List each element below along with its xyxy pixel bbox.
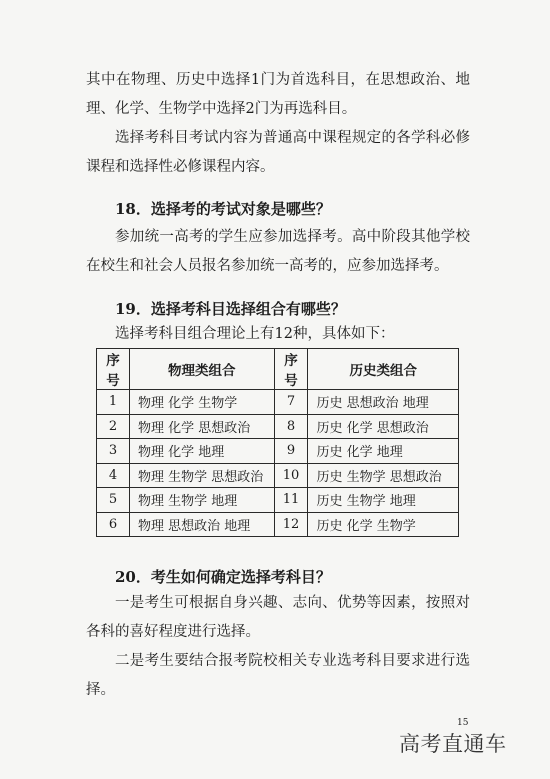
- subject-combination-table: [96, 348, 459, 537]
- table-cell: 历史 生物学 地理: [308, 488, 459, 513]
- table-cell: 3: [97, 439, 130, 464]
- table-cell: 历史 化学 生物学: [308, 512, 459, 537]
- question-18-heading: 18．选择考的考试对象是哪些？: [115, 200, 331, 218]
- paragraph-exam-eligibility: 参加统一高考的学生应参加选择考。高中阶段其他学校在校生和社会人员报名参加统一高考的，应参加选择考。: [86, 229, 470, 274]
- table-row: [97, 390, 459, 415]
- table-cell: 10: [274, 463, 308, 488]
- table-cell: 2: [97, 414, 130, 439]
- table-row: [97, 463, 459, 488]
- table-cell: 5: [97, 488, 130, 513]
- table-cell: 4: [97, 463, 130, 488]
- table-cell: 物理 生物学 地理: [129, 488, 274, 513]
- table-row: [97, 439, 459, 464]
- table-cell: 1: [97, 390, 130, 415]
- header-index-history: 序号: [274, 349, 308, 390]
- table-cell: 8: [274, 414, 308, 439]
- question-20-heading: 20．考生如何确定选择考科目？: [115, 568, 331, 586]
- table-cell: 6: [97, 512, 130, 537]
- table-header-row: [97, 349, 459, 390]
- table-cell: 9: [274, 439, 308, 464]
- table-cell: 物理 化学 地理: [129, 439, 274, 464]
- header-index-physics: 序号: [97, 349, 130, 390]
- watermark-text: 高考直通车: [399, 732, 507, 756]
- header-physics-combination: 物理类组合: [129, 349, 274, 390]
- page-number: 15: [457, 718, 469, 728]
- table-cell: 物理 思想政治 地理: [129, 512, 274, 537]
- table-cell: 7: [274, 390, 308, 415]
- table-cell: 历史 思想政治 地理: [308, 390, 459, 415]
- table-cell: 物理 化学 思想政治: [129, 414, 274, 439]
- table-row: [97, 488, 459, 513]
- paragraph-interest-choice: 一是考生可根据自身兴趣、志向、优势等因素，按照对各科的喜好程度进行选择。: [86, 595, 470, 640]
- table-cell: 历史 化学 思想政治: [308, 414, 459, 439]
- table-cell: 历史 化学 地理: [308, 439, 459, 464]
- table-row: [97, 414, 459, 439]
- paragraph-combination-intro: 选择考科目组合理论上有12种，具体如下：: [115, 326, 395, 342]
- table-cell: 物理 生物学 思想政治: [129, 463, 274, 488]
- question-19-heading: 19．选择考科目选择组合有哪些？: [115, 300, 346, 318]
- paragraph-first-choice: 其中在物理、历史中选择1门为首选科目，在思想政治、地理、化学、生物学中选择2门为再选科目。: [86, 72, 470, 117]
- paragraph-exam-content: 选择考科目考试内容为普通高中课程规定的各学科必修课程和选择性必修课程内容。: [86, 130, 470, 175]
- paragraph-college-requirement: 二是考生要结合报考院校相关专业选考科目要求进行选择。: [86, 653, 470, 698]
- table-cell: 12: [274, 512, 308, 537]
- table-cell: 物理 化学 生物学: [129, 390, 274, 415]
- header-history-combination: 历史类组合: [308, 349, 459, 390]
- table-row: [97, 512, 459, 537]
- table-cell: 历史 生物学 思想政治: [308, 463, 459, 488]
- table-cell: 11: [274, 488, 308, 513]
